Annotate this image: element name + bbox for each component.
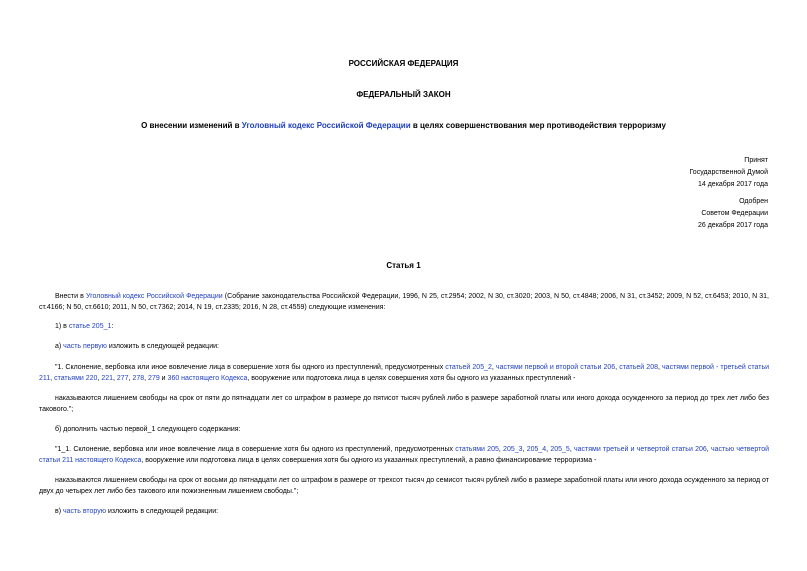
text: изложить в следующей редакции:: [106, 508, 219, 515]
link[interactable]: статьей 205_2: [445, 364, 492, 371]
part-one-link[interactable]: часть первую: [63, 343, 107, 350]
paragraph-penalty-1: наказываются лишением свободы на срок от пяти до пятнадцати лет со штрафом в размере до пятисот тысяч рублей либо в размере заработной платы или иного дохода осужденного за период до трех лет либо без такового.";: [39, 395, 769, 413]
paragraph-item-b: б) дополнить частью первой_1 следующего содержания:: [55, 426, 241, 433]
text: (Собрание законодательства Российской Федерации, 1996, N 25, ст.2954; 2002, N 30, ст.3020; 2003, N 50, ст.4848; 2006, N 31, ст.3452; 2009, N 52, ст.6453; 2010, N 31, ст.4166; N 50, ст.6610; 2011, N 50, ст.7362; 2014, N 19, ст.2335; 2016, N 28, ст.4559) следующие изменения:: [39, 293, 769, 311]
link[interactable]: частями первой - третьей статьи 211: [39, 364, 770, 382]
law-title: [0, 121, 807, 131]
text: ,: [113, 374, 117, 382]
text: ,: [615, 364, 620, 371]
link[interactable]: 279: [148, 374, 160, 382]
accepted-label: Принят: [744, 157, 768, 164]
link[interactable]: 221: [101, 374, 113, 382]
text: "1_1. Склонение, вербовка или иное вовлечение лица в совершение хотя бы одного из преступлений, предусмотренных: [55, 446, 456, 453]
text: Внести в: [55, 293, 86, 300]
paragraph-intro: [39, 292, 769, 313]
criminal-code-link[interactable]: Уголовный кодекс Российской Федерации: [241, 121, 411, 130]
paragraph-item-1: [39, 322, 769, 333]
adoption-duma: [568, 155, 768, 191]
paragraph-item-a: [39, 342, 769, 353]
text: ,: [50, 374, 55, 382]
article-205-1-link[interactable]: статье 205_1: [68, 323, 112, 330]
link[interactable]: частями первой и второй статьи 206: [495, 364, 616, 371]
adoption-council: [568, 196, 768, 232]
paragraph-new-part-1: [39, 363, 769, 384]
link[interactable]: статьей 208: [619, 364, 658, 371]
text: изложить в следующей редакции:: [106, 343, 219, 350]
paragraph-item-v: [39, 507, 769, 518]
text: "1. Склонение, вербовка или иное вовлечение лица в совершение хотя бы одного из преступлений, предусмотренных: [55, 364, 446, 371]
title-post: в целях совершенствования мер противодействия терроризму: [410, 121, 666, 130]
text: ,: [522, 446, 527, 453]
link[interactable]: статьями 205: [455, 446, 499, 453]
text: ,: [128, 374, 133, 382]
link[interactable]: частью четвертой статьи 211 настоящего Кодекса: [39, 446, 770, 464]
text: а): [55, 343, 64, 350]
law-type-heading: ФЕДЕРАЛЬНЫЙ ЗАКОН: [356, 90, 451, 99]
link[interactable]: 205_3: [503, 446, 523, 453]
approved-label: Одобрен: [739, 198, 768, 205]
text: 1) в: [55, 323, 69, 330]
text: ,: [657, 364, 663, 371]
title-pre: О внесении изменений в: [141, 121, 242, 130]
approved-by: Советом Федерации: [701, 210, 768, 217]
link[interactable]: статьями 220: [54, 374, 98, 382]
criminal-code-link[interactable]: Уголовный кодекс Российской Федерации: [85, 293, 223, 300]
text: ,: [706, 446, 711, 453]
text: ,: [97, 374, 102, 382]
text: в): [55, 508, 63, 515]
text: ,: [569, 446, 575, 453]
article-title: Статья 1: [386, 261, 421, 270]
country-heading: РОССИЙСКАЯ ФЕДЕРАЦИЯ: [348, 59, 459, 68]
text: ,: [546, 446, 551, 453]
approved-date: 26 декабря 2017 года: [697, 222, 768, 229]
paragraph-penalty-1-1: наказываются лишением свободы на срок от восьми до пятнадцати лет со штрафом в размере от трехсот тысяч до семисот тысяч рублей либо в размере заработной платы или иного дохода осужденного за период от двух до четырех лет либо без такового или пожизненным лишением свободы.";: [39, 477, 769, 495]
link[interactable]: 205_4: [526, 446, 547, 453]
part-two-link[interactable]: часть вторую: [63, 508, 106, 515]
link[interactable]: 278: [132, 374, 145, 382]
link[interactable]: 360 настоящего Кодекса: [167, 374, 248, 382]
link[interactable]: 205_5: [550, 446, 570, 453]
accepted-date: 14 декабря 2017 года: [697, 181, 768, 188]
link[interactable]: частями третьей и четвертой статьи 206: [574, 446, 707, 453]
text: ,: [491, 364, 496, 371]
text: :: [111, 323, 114, 330]
link[interactable]: 277: [116, 374, 129, 382]
text: , вооружение или подготовка лица в целях совершения хотя бы одного из указанных преступлений -: [247, 374, 576, 382]
paragraph-new-part-1-1: [39, 445, 769, 466]
text: ,: [498, 446, 504, 453]
text: , вооружение или подготовка лица в целях совершения хотя бы одного из указанных преступлений, а равно финансирование терроризма -: [141, 456, 597, 464]
text: и: [159, 374, 168, 382]
accepted-by: Государственной Думой: [689, 169, 768, 176]
text: ,: [144, 374, 149, 382]
